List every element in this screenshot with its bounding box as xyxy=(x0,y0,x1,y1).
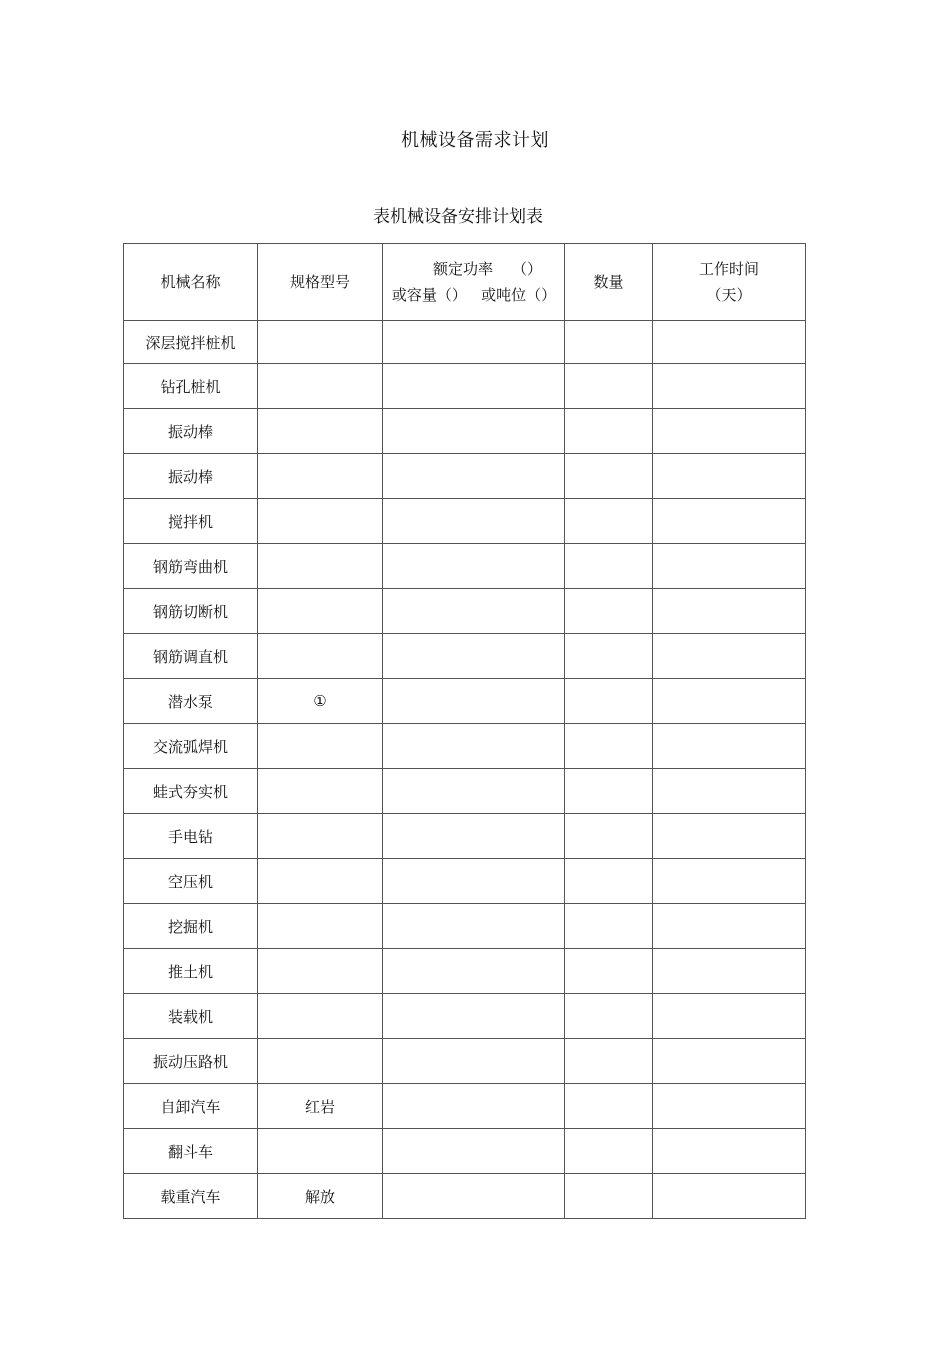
cell-quantity xyxy=(565,364,653,409)
cell-machine-name: 挖掘机 xyxy=(124,904,258,949)
cell-work-time xyxy=(653,994,806,1039)
cell-quantity xyxy=(565,769,653,814)
cell-work-time xyxy=(653,454,806,499)
cell-work-time xyxy=(653,769,806,814)
cell-quantity xyxy=(565,1084,653,1129)
cell-quantity xyxy=(565,454,653,499)
table-row xyxy=(124,409,806,454)
cell-machine-name: 钢筋调直机 xyxy=(124,634,258,679)
cell-rated-power xyxy=(383,1039,565,1084)
cell-rated-power xyxy=(383,589,565,634)
cell-model xyxy=(258,904,383,949)
header-work-time-line1: 工作时间 xyxy=(698,260,759,278)
header-model: 规格型号 xyxy=(258,244,383,321)
table-row xyxy=(124,724,806,769)
cell-model xyxy=(258,859,383,904)
table-row xyxy=(124,994,806,1039)
cell-rated-power xyxy=(383,454,565,499)
header-quantity: 数量 xyxy=(565,244,653,321)
header-work-time xyxy=(653,244,806,321)
cell-quantity xyxy=(565,634,653,679)
table-row xyxy=(124,1174,806,1219)
table-row xyxy=(124,454,806,499)
table-row xyxy=(124,634,806,679)
table-header-row xyxy=(124,244,806,321)
cell-rated-power xyxy=(383,1174,565,1219)
cell-machine-name: 深层搅拌桩机 xyxy=(124,321,258,364)
cell-machine-name: 装载机 xyxy=(124,994,258,1039)
cell-machine-name: 振动棒 xyxy=(124,454,258,499)
cell-machine-name: 推土机 xyxy=(124,949,258,994)
cell-model xyxy=(258,994,383,1039)
header-rated-power xyxy=(383,244,565,321)
cell-work-time xyxy=(653,859,806,904)
cell-rated-power xyxy=(383,409,565,454)
table-row xyxy=(124,321,806,364)
table-row xyxy=(124,859,806,904)
cell-quantity xyxy=(565,949,653,994)
cell-model: 红岩 xyxy=(258,1084,383,1129)
cell-work-time xyxy=(653,589,806,634)
table-row xyxy=(124,679,806,724)
cell-work-time xyxy=(653,1174,806,1219)
table-row xyxy=(124,814,806,859)
table-body xyxy=(124,321,806,1219)
cell-quantity xyxy=(565,321,653,364)
cell-model xyxy=(258,724,383,769)
cell-quantity xyxy=(565,589,653,634)
cell-machine-name: 自卸汽车 xyxy=(124,1084,258,1129)
table-row xyxy=(124,364,806,409)
cell-quantity xyxy=(565,859,653,904)
cell-rated-power xyxy=(383,679,565,724)
cell-machine-name: 振动棒 xyxy=(124,409,258,454)
table-row xyxy=(124,1084,806,1129)
cell-machine-name: 振动压路机 xyxy=(124,1039,258,1084)
cell-work-time xyxy=(653,499,806,544)
cell-model xyxy=(258,949,383,994)
cell-rated-power xyxy=(383,1084,565,1129)
cell-machine-name: 蛙式夯实机 xyxy=(124,769,258,814)
cell-model xyxy=(258,499,383,544)
cell-quantity xyxy=(565,994,653,1039)
cell-rated-power xyxy=(383,994,565,1039)
cell-quantity xyxy=(565,1174,653,1219)
cell-model xyxy=(258,544,383,589)
cell-machine-name: 载重汽车 xyxy=(124,1174,258,1219)
cell-quantity xyxy=(565,679,653,724)
cell-rated-power xyxy=(383,724,565,769)
cell-machine-name: 翻斗车 xyxy=(124,1129,258,1174)
cell-model xyxy=(258,814,383,859)
header-work-time-line2: （天） xyxy=(706,286,752,304)
cell-quantity xyxy=(565,1129,653,1174)
cell-model xyxy=(258,321,383,364)
table-row xyxy=(124,544,806,589)
cell-model xyxy=(258,409,383,454)
cell-model xyxy=(258,769,383,814)
cell-rated-power xyxy=(383,814,565,859)
cell-work-time xyxy=(653,679,806,724)
table-row xyxy=(124,904,806,949)
cell-work-time xyxy=(653,904,806,949)
cell-rated-power xyxy=(383,544,565,589)
cell-quantity xyxy=(565,904,653,949)
header-rated-power-line1: 额定功率 （） xyxy=(432,260,543,278)
table-caption: 表机械设备安排计划表 xyxy=(373,207,543,227)
cell-machine-name: 搅拌机 xyxy=(124,499,258,544)
equipment-plan-table xyxy=(123,243,806,1219)
cell-work-time xyxy=(653,1084,806,1129)
cell-machine-name: 空压机 xyxy=(124,859,258,904)
cell-rated-power xyxy=(383,364,565,409)
header-machine-name: 机械名称 xyxy=(124,244,258,321)
header-rated-power-line2: 或容量（） 或吨位（） xyxy=(391,286,557,304)
table-row xyxy=(124,1129,806,1174)
cell-machine-name: 潜水泵 xyxy=(124,679,258,724)
cell-machine-name: 钢筋切断机 xyxy=(124,589,258,634)
cell-work-time xyxy=(653,364,806,409)
cell-model xyxy=(258,634,383,679)
cell-work-time xyxy=(653,814,806,859)
table-row xyxy=(124,589,806,634)
cell-work-time xyxy=(653,634,806,679)
cell-machine-name: 手电钻 xyxy=(124,814,258,859)
cell-quantity xyxy=(565,1039,653,1084)
cell-rated-power xyxy=(383,499,565,544)
cell-model: ① xyxy=(258,679,383,724)
cell-work-time xyxy=(653,724,806,769)
cell-machine-name: 钻孔桩机 xyxy=(124,364,258,409)
cell-model xyxy=(258,589,383,634)
cell-work-time xyxy=(653,321,806,364)
cell-rated-power xyxy=(383,321,565,364)
cell-model: 解放 xyxy=(258,1174,383,1219)
cell-rated-power xyxy=(383,949,565,994)
cell-quantity xyxy=(565,724,653,769)
cell-work-time xyxy=(653,1039,806,1084)
cell-quantity xyxy=(565,544,653,589)
cell-model xyxy=(258,1039,383,1084)
cell-work-time xyxy=(653,409,806,454)
cell-work-time xyxy=(653,1129,806,1174)
cell-rated-power xyxy=(383,904,565,949)
cell-rated-power xyxy=(383,769,565,814)
cell-model xyxy=(258,1129,383,1174)
table-row xyxy=(124,949,806,994)
cell-model xyxy=(258,454,383,499)
cell-rated-power xyxy=(383,634,565,679)
cell-model xyxy=(258,364,383,409)
table-row xyxy=(124,499,806,544)
cell-rated-power xyxy=(383,859,565,904)
cell-rated-power xyxy=(383,1129,565,1174)
cell-quantity xyxy=(565,499,653,544)
cell-machine-name: 交流弧焊机 xyxy=(124,724,258,769)
table-row xyxy=(124,769,806,814)
cell-quantity xyxy=(565,814,653,859)
cell-work-time xyxy=(653,544,806,589)
cell-work-time xyxy=(653,949,806,994)
cell-quantity xyxy=(565,409,653,454)
document-title: 机械设备需求计划 xyxy=(401,130,549,151)
cell-machine-name: 钢筋弯曲机 xyxy=(124,544,258,589)
table-row xyxy=(124,1039,806,1084)
